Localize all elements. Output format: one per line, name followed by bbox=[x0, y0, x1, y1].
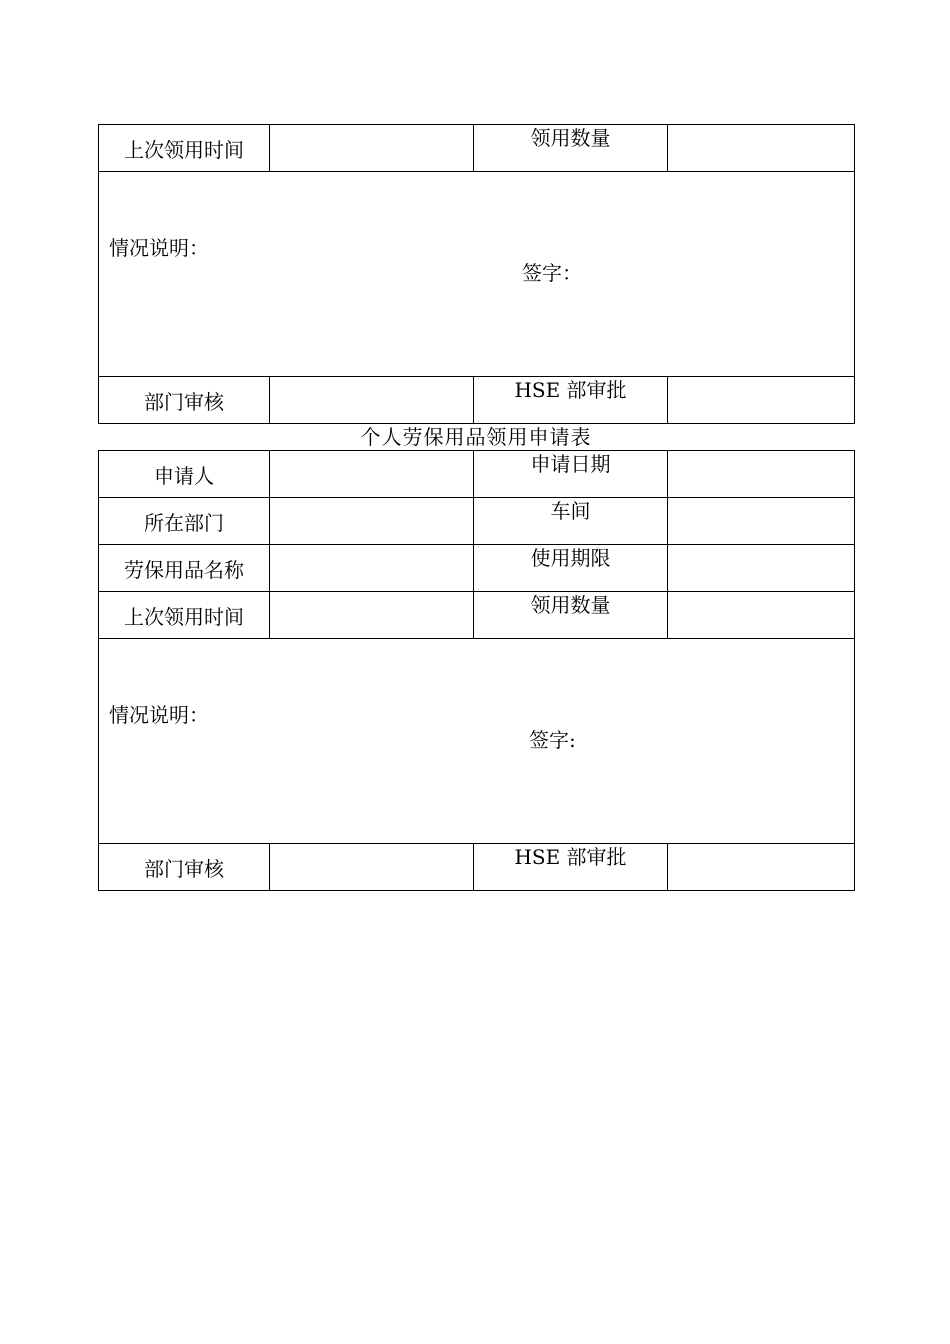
top-hse-approval-field[interactable] bbox=[668, 377, 855, 424]
top-hse-approval-label: HSE 部审批 bbox=[474, 377, 668, 424]
bottom-form-table bbox=[98, 450, 855, 891]
top-quantity-label: 领用数量 bbox=[474, 125, 668, 172]
top-signature-label: 签字： bbox=[522, 261, 582, 285]
quantity-label: 领用数量 bbox=[474, 592, 668, 639]
department-row bbox=[99, 498, 855, 545]
dept-review-label: 部门审核 bbox=[99, 844, 270, 891]
top-dept-review-label: 部门审核 bbox=[99, 377, 270, 424]
top-last-receive-field[interactable] bbox=[270, 125, 474, 172]
signature-label: 签字: bbox=[529, 728, 576, 752]
apply-date-label: 申请日期 bbox=[474, 451, 668, 498]
hse-approval-field[interactable] bbox=[668, 844, 855, 891]
quantity-field[interactable] bbox=[668, 592, 855, 639]
top-description-field[interactable] bbox=[99, 172, 855, 377]
apply-date-field[interactable] bbox=[668, 451, 855, 498]
usage-period-label: 使用期限 bbox=[474, 545, 668, 592]
applicant-label: 申请人 bbox=[99, 451, 270, 498]
applicant-field[interactable] bbox=[270, 451, 474, 498]
description-field[interactable] bbox=[99, 639, 855, 844]
form-title: 个人劳保用品领用申请表 bbox=[360, 425, 592, 449]
department-label: 所在部门 bbox=[99, 498, 270, 545]
top-description-row bbox=[99, 172, 855, 377]
hse-approval-label: HSE 部审批 bbox=[474, 844, 668, 891]
approval-row bbox=[99, 844, 855, 891]
description-row bbox=[99, 639, 855, 844]
applicant-row bbox=[99, 451, 855, 498]
top-last-receive-row bbox=[99, 125, 855, 172]
top-last-receive-label: 上次领用时间 bbox=[99, 125, 270, 172]
usage-period-field[interactable] bbox=[668, 545, 855, 592]
last-receive-field[interactable] bbox=[270, 592, 474, 639]
top-description-label: 情况说明： bbox=[109, 236, 209, 260]
top-approval-row bbox=[99, 377, 855, 424]
last-receive-label: 上次领用时间 bbox=[99, 592, 270, 639]
item-name-row bbox=[99, 545, 855, 592]
top-quantity-field[interactable] bbox=[668, 125, 855, 172]
item-name-field[interactable] bbox=[270, 545, 474, 592]
description-label: 情况说明： bbox=[109, 703, 209, 727]
department-field[interactable] bbox=[270, 498, 474, 545]
dept-review-field[interactable] bbox=[270, 844, 474, 891]
workshop-field[interactable] bbox=[668, 498, 855, 545]
last-receive-row bbox=[99, 592, 855, 639]
top-dept-review-field[interactable] bbox=[270, 377, 474, 424]
item-name-label: 劳保用品名称 bbox=[99, 545, 270, 592]
workshop-label: 车间 bbox=[474, 498, 668, 545]
top-form-table bbox=[98, 124, 855, 424]
